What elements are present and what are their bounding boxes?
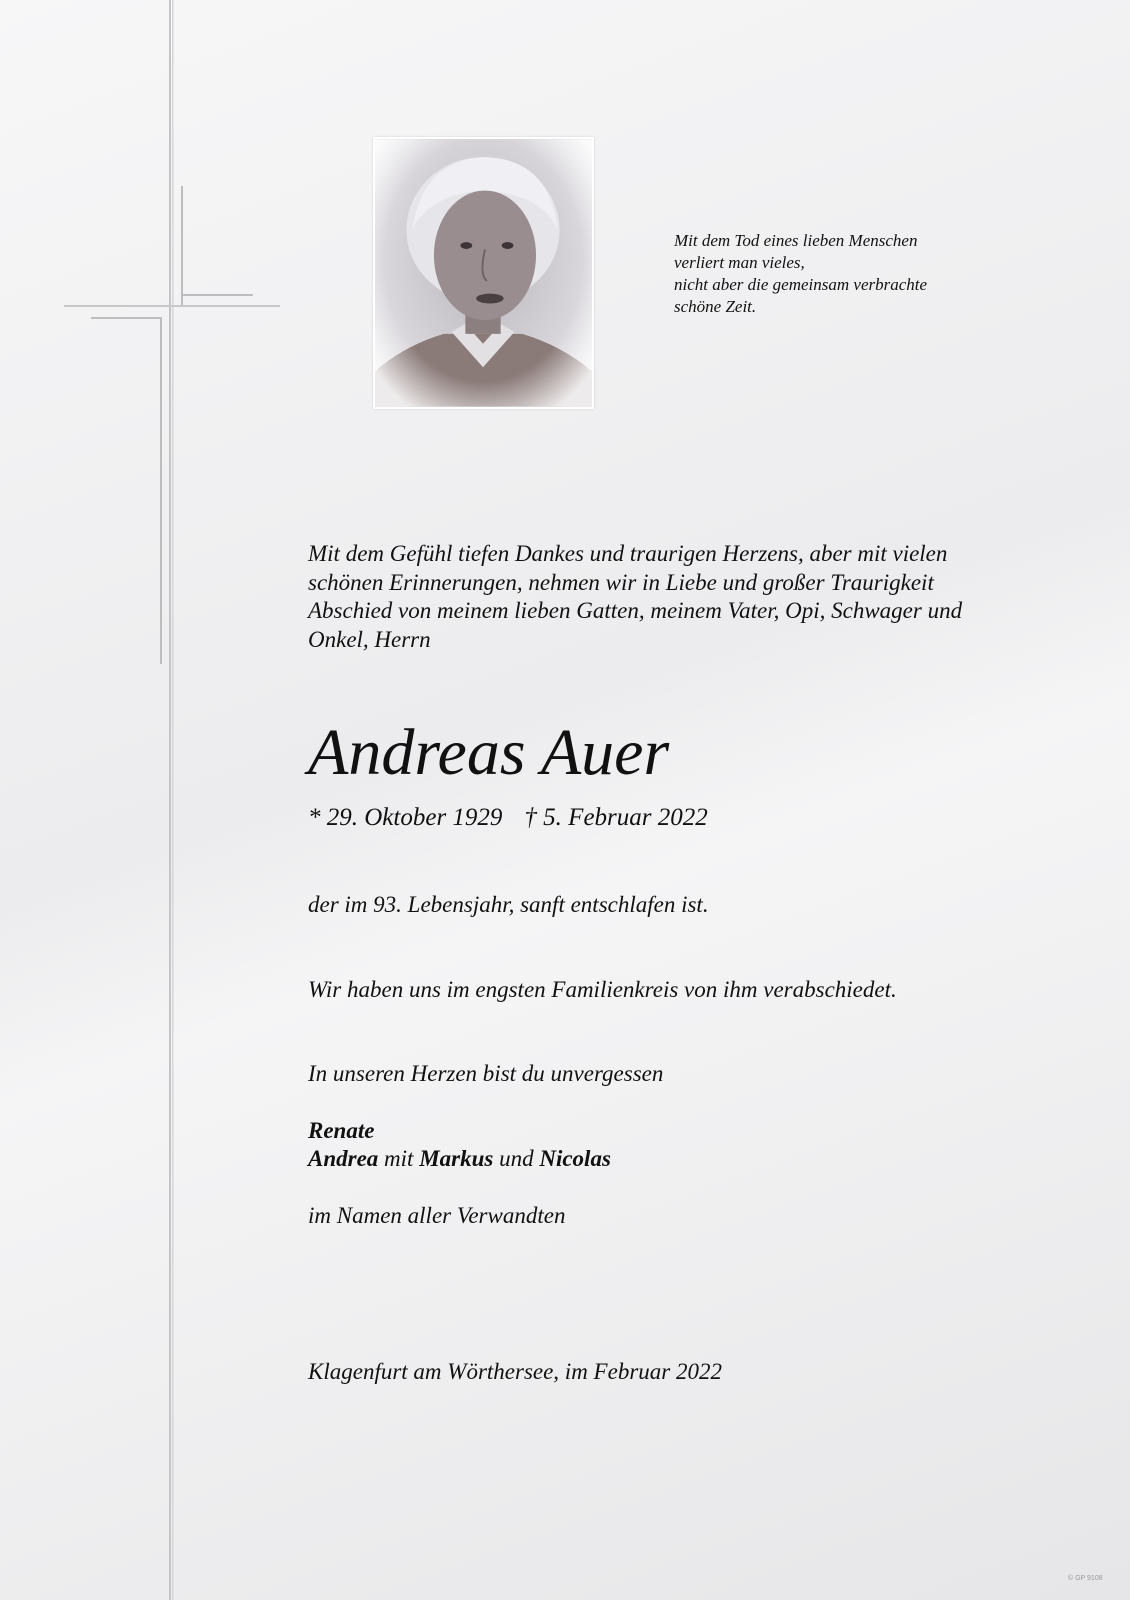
hearts-line: In unseren Herzen bist du unvergessen (308, 1061, 664, 1086)
quote-line: Mit dem Tod eines lieben Menschen (674, 231, 918, 250)
deceased-name: Andreas Auer (308, 716, 670, 789)
farewell-line: Wir haben uns im engsten Familienkreis von ihm verabschiedet. (308, 977, 897, 1002)
copyright-note: © GP 9108 (1068, 1575, 1103, 1582)
portrait-photo (373, 137, 594, 409)
mourner-name: Renate (308, 1118, 375, 1143)
connector-text: mit (378, 1146, 420, 1171)
mourner-name: Markus (419, 1146, 494, 1171)
death-date: † 5. Februar 2022 (524, 804, 708, 831)
mourners-line-2 (308, 1145, 611, 1173)
relatives-line: im Namen aller Verwandten (308, 1203, 566, 1228)
cross-icon (0, 0, 300, 1600)
connector-text: und (493, 1146, 540, 1171)
mourner-name: Andrea (308, 1146, 379, 1171)
portrait-image (375, 139, 592, 407)
mourners-line-1 (308, 1117, 374, 1145)
intro-line: schönen Erinnerungen, nehmen wir in Liebe und großer Traurigkeit (308, 569, 934, 595)
intro-line: Onkel, Herrn (308, 626, 431, 652)
memorial-quote (674, 230, 994, 318)
mourner-name: Nicolas (539, 1146, 611, 1171)
intro-line: Mit dem Gefühl tiefen Dankes und traurigen Herzens, aber mit vielen (308, 541, 948, 566)
quote-line: schöne Zeit. (674, 297, 757, 316)
place-date: Klagenfurt am Wörthersee, im Februar 2022 (308, 1359, 722, 1384)
birth-date: * 29. Oktober 1929 (308, 804, 503, 831)
age-line: der im 93. Lebensjahr, sanft entschlafen ist. (308, 892, 709, 917)
quote-line: verliert man vieles, (674, 253, 805, 272)
intro-line: Abschied von meinem lieben Gatten, meinem Vater, Opi, Schwager und (308, 598, 963, 623)
intro-paragraph (308, 540, 1028, 654)
life-dates (308, 803, 708, 833)
quote-line: nicht aber die gemeinsam verbrachte (674, 275, 928, 294)
